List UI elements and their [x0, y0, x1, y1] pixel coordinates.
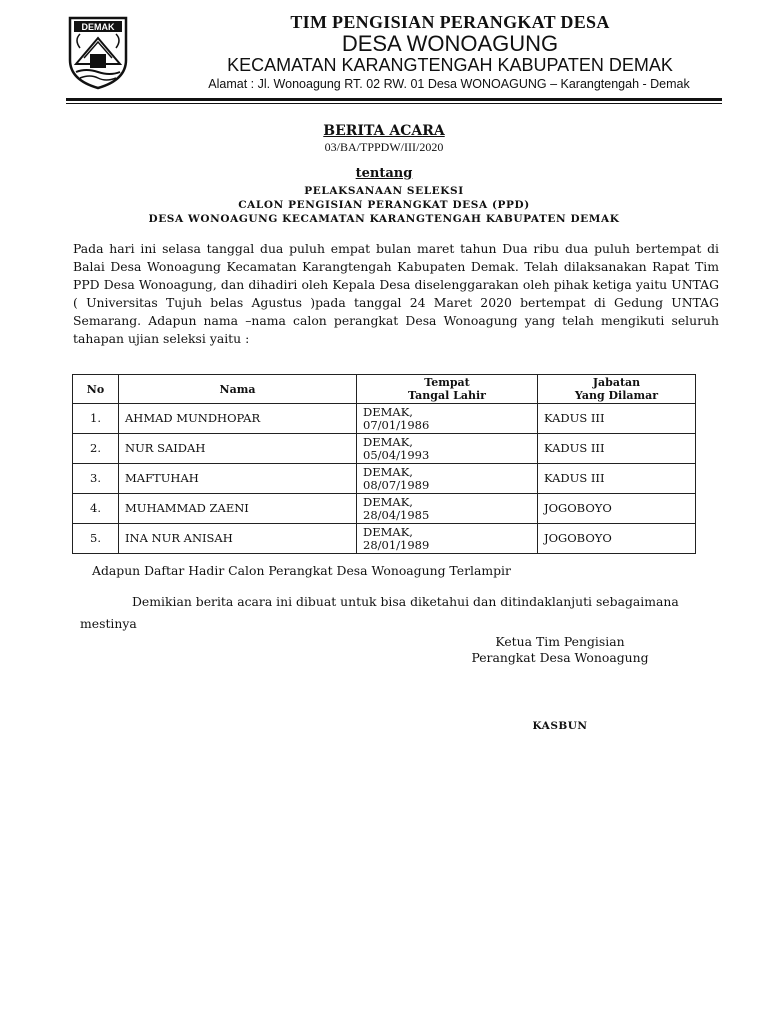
cell-tempat-tanggal: [357, 434, 538, 464]
cell-tempat-tanggal: [357, 524, 538, 554]
signatory-name: KASBUN: [532, 720, 588, 732]
demak-regency-logo: [66, 14, 130, 90]
cell-tempat-tanggal: [357, 464, 538, 494]
letterhead-divider-thin: [66, 103, 722, 104]
cell-no: 5.: [73, 524, 119, 554]
cell-tanggal: 05/04/1993: [363, 447, 430, 462]
table-row: [73, 524, 696, 554]
letterhead-divider-thick: [66, 98, 722, 101]
letterhead-district: KECAMATAN KARANGTENGAH KABUPATEN DEMAK: [227, 55, 673, 75]
subject-line-3: DESA WONOAGUNG KECAMATAN KARANGTENGAH KABUPATEN DEMAK: [148, 213, 620, 225]
cell-nama: MUHAMMAD ZAENI: [119, 494, 357, 524]
letterhead-address: Alamat : Jl. Wonoagung RT. 02 RW. 01 Desa WONOAGUNG – Karangtengah - Demak: [208, 77, 690, 91]
cell-no: 1.: [73, 404, 119, 434]
cell-tempat: DEMAK,: [363, 524, 413, 539]
cell-tempat: DEMAK,: [363, 494, 413, 509]
cell-no: 4.: [73, 494, 119, 524]
table-header-row: [73, 375, 696, 404]
signatory-title-2: Perangkat Desa Wonoagung: [471, 650, 649, 665]
cell-tempat-tanggal: [357, 404, 538, 434]
header-tempat: Tempat: [424, 376, 470, 389]
document-title: [0, 123, 768, 139]
cell-tempat: DEMAK,: [363, 404, 413, 419]
cell-tanggal: 28/04/1985: [363, 507, 430, 522]
logo-text: DEMAK: [81, 22, 115, 32]
attendance-note: Adapun Daftar Hadir Calon Perangkat Desa Wonoagung Terlampir: [92, 563, 511, 578]
cell-no: 2.: [73, 434, 119, 464]
header-tempat-tanggal-lahir: [357, 375, 538, 404]
header-jabatan-line2: Yang Dilamar: [574, 389, 659, 402]
cell-tanggal: 08/07/1989: [363, 477, 430, 492]
header-jabatan: [538, 375, 696, 404]
cell-jabatan: KADUS III: [538, 464, 696, 494]
table-row: [73, 434, 696, 464]
cell-tempat: DEMAK,: [363, 434, 413, 449]
cell-nama: INA NUR ANISAH: [119, 524, 357, 554]
letterhead-village: DESA WONOAGUNG: [341, 31, 559, 56]
letterhead-organization: TIM PENGISIAN PERANGKAT DESA: [290, 12, 610, 32]
cell-jabatan: JOGOBOYO: [538, 494, 696, 524]
tentang-label: tentang: [355, 166, 413, 181]
cell-tanggal: 28/01/1989: [363, 537, 430, 552]
document-number: 03/BA/TPPDW/III/2020: [324, 140, 444, 154]
cell-jabatan: KADUS III: [538, 404, 696, 434]
cell-tempat: DEMAK,: [363, 464, 413, 479]
signatory-title-1: Ketua Tim Pengisian: [495, 634, 625, 649]
cell-tanggal: 07/01/1986: [363, 417, 430, 432]
candidate-table: [72, 374, 696, 554]
table-row: [73, 494, 696, 524]
subject-line-2: CALON PENGISIAN PERANGKAT DESA (PPD): [238, 199, 530, 211]
cell-nama: NUR SAIDAH: [119, 434, 357, 464]
cell-nama: AHMAD MUNDHOPAR: [119, 404, 357, 434]
closing-paragraph: Demikian berita acara ini dibuat untuk bisa diketahui dan ditindaklanjuti sebagaimana mestinya: [80, 594, 679, 631]
opening-paragraph: Pada hari ini selasa tanggal dua puluh empat bulan maret tahun Dua ribu dua puluh bertempat di Balai Desa Wonoagung Kecamatan Karangtengah Kabupaten Demak. Telah dilaksanakan Rapat Tim PPD Desa Wonoagung, dan dihadiri oleh Kepala Desa diselenggarakan oleh pihak ketiga yaitu UNTAG ( Universitas Tujuh belas Agustus )pada tanggal 24 Maret 2020 bertempat di Gedung UNTAG Semarang. Adapun nama –nama calon perangkat Desa Wonoagung yang telah mengikuti seluruh tahapan ujian seleksi yaitu :: [73, 241, 719, 346]
header-no: No: [73, 375, 119, 404]
cell-tempat-tanggal: [357, 494, 538, 524]
cell-jabatan: KADUS III: [538, 434, 696, 464]
cell-no: 3.: [73, 464, 119, 494]
subject-line-1: PELAKSANAAN SELEKSI: [304, 185, 464, 197]
table-row: [73, 464, 696, 494]
document-title-text: BERITA ACARA: [323, 123, 445, 139]
cell-nama: MAFTUHAH: [119, 464, 357, 494]
cell-jabatan: JOGOBOYO: [538, 524, 696, 554]
table-row: [73, 404, 696, 434]
header-tanggal-lahir: Tangal Lahir: [408, 389, 486, 402]
header-nama: Nama: [119, 375, 357, 404]
header-jabatan-line1: Jabatan: [592, 376, 641, 389]
